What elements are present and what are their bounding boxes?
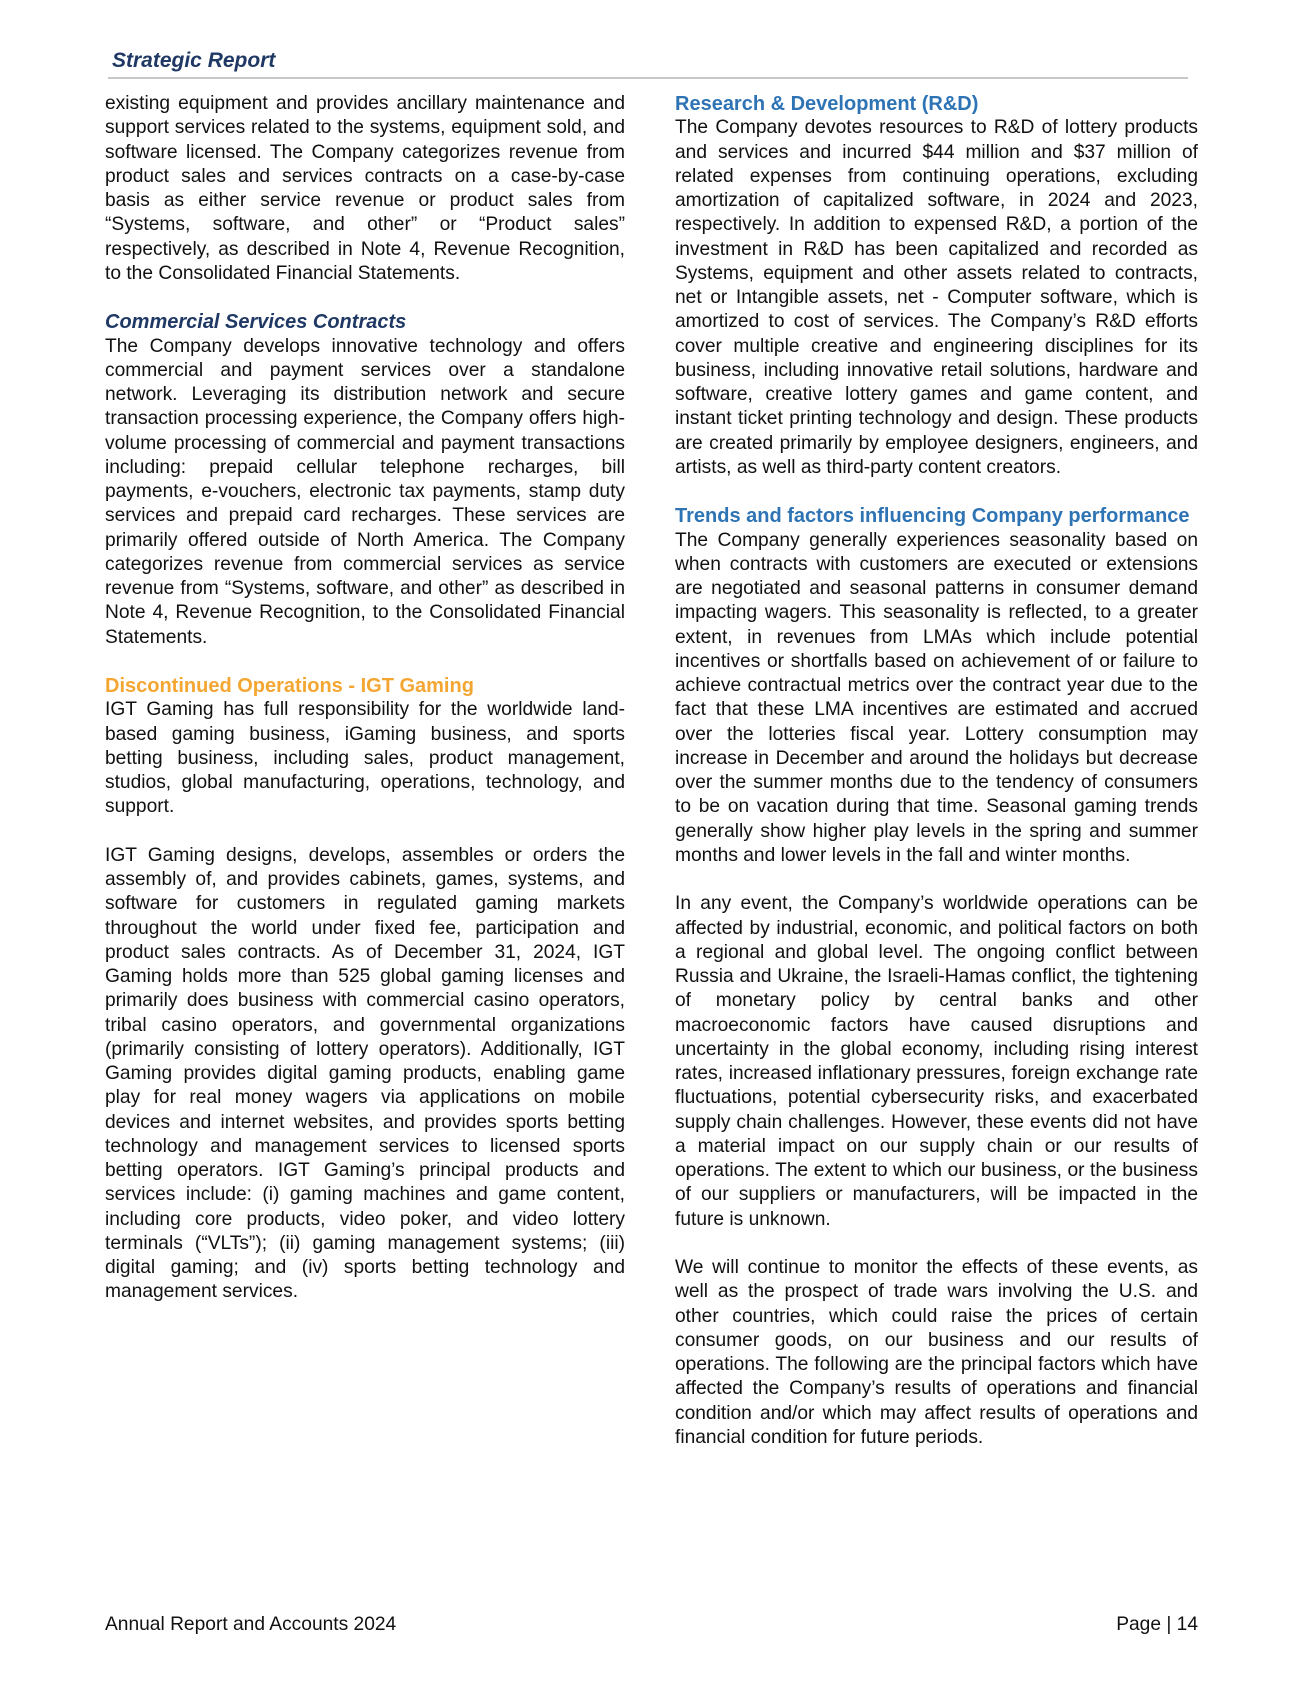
trends-paragraph-2: In any event, the Company’s worldwide operations can be affected by industrial, economic, and political factors on both a regional and global level. The ongoing conflict between Russia and Ukraine, the Israeli-Hamas conflict, the tightening of monetary policy by central banks and other macroeconomic factors have caused disruptions and uncertainty in the global economy, including rising interest rates, increased inflationary pressures, foreign exchange rate fluctuations, potential cybersecurity risks, and exacerbated supply chain challenges. However, these events did not have a material impact on our supply chain or our results of operations. The extent to which our business, or the business of our suppliers or manufacturers, will be impacted in the future is unknown.	[675, 893, 1198, 1230]
page-header	[112, 48, 1192, 74]
trends-paragraph-1: The Company generally experiences seasonality based on when contracts with customers are executed or extensions are negotiated and seasonal patterns in consumer demand impacting wagers. This seasonality is reflected, to a greater extent, in revenues from LMAs which include potential incentives or shortfalls based on achievement of or failure to achieve contractual metrics over the contract year due to the fact that these LMA incentives are estimated and accrued over the lotteries fiscal year. Lottery consumption may increase in December and around the holidays but decrease over the summer months due to the tendency of consumers to be on vacation during that time. Seasonal gaming trends generally show higher play levels in the spring and summer months and lower levels in the fall and winter months.	[675, 529, 1198, 866]
discontinued-paragraph-2: IGT Gaming designs, develops, assembles or orders the assembly of, and provides cabinets, games, systems, and software for customers in regulated gaming markets throughout the world under fixed fee, participation and product sales contracts. As of December 31, 2024, IGT Gaming holds more than 525 global gaming licenses and primarily does business with commercial casino operators, tribal casino operators, and governmental organizations (primarily consisting of lottery operators). Additionally, IGT Gaming provides digital gaming products, enabling game play for real money wagers via applications on mobile devices and internet websites, and provides sports betting technology and management services to licensed sports betting operators. IGT Gaming’s principal products and services include: (i) gaming machines and game content, including core products, video poker, and video lottery terminals (“VLTs”); (ii) gaming management systems; (iii) digital gaming; and (iv) sports betting technology and management services.	[105, 844, 625, 1303]
section-title: Strategic Report	[112, 49, 276, 72]
rd-paragraph: The Company devotes resources to R&D of lottery products and services and incurred $44 million and $37 million of related expenses from continuing operations, excluding amortization of capitalized software, in 2024 and 2023, respectively. In addition to expensed R&D, a portion of the investment in R&D has been capitalized and recorded as Systems, equipment and other assets related to contracts, net or Intangible assets, net - Computer software, which is amortized to cost of services. The Company’s R&D efforts cover multiple creative and engineering disciplines for its business, including innovative retail solutions, hardware and software, creative lottery games and game content, and instant ticket printing technology and design. These products are created primarily by employee designers, engineers, and artists, as well as third-party content creators.	[675, 117, 1198, 478]
trends-heading: Trends and factors influencing Company performance	[675, 505, 1190, 528]
commercial-services-paragraph: The Company develops innovative technology and offers commercial and payment services over a standalone network. Leveraging its distribution network and secure transaction processing experience, the Company offers high-volume processing of commercial and payment transactions including: prepaid cellular telephone recharges, bill payments, e-vouchers, electronic tax payments, stamp duty services and prepaid card recharges. These services are primarily offered outside of North America. The Company categorizes revenue from commercial services as service revenue from “Systems, software, and other” as described in Note 4, Revenue Recognition, to the Consolidated Financial Statements.	[105, 335, 625, 648]
discontinued-paragraph-1: IGT Gaming has full responsibility for the worldwide land-based gaming business, iGaming business, and sports betting business, including sales, product management, studios, global manufacturing, operations, technology, and support.	[105, 699, 625, 818]
discontinued-operations-heading: Discontinued Operations - IGT Gaming	[105, 675, 474, 697]
right-column	[675, 92, 1198, 1450]
footer-page-number: Page | 14	[1116, 1614, 1198, 1635]
footer-report-title: Annual Report and Accounts 2024	[105, 1614, 397, 1635]
intro-paragraph: existing equipment and provides ancillary maintenance and support services related to the systems, equipment sold, and software licensed. The Company categorizes revenue from product sales and services contracts on a case-by-case basis as either service revenue or product sales from “Systems, software, and other” or “Product sales” respectively, as described in Note 4, Revenue Recognition, to the Consolidated Financial Statements.	[105, 93, 625, 284]
rd-heading: Research & Development (R&D)	[675, 93, 979, 115]
trends-paragraph-3: We will continue to monitor the effects of these events, as well as the prospect of trade wars involving the U.S. and other countries, which could raise the prices of certain consumer goods, on our business and our results of operations. The following are the principal factors which have affected the Company’s results of operations and financial condition and/or which may affect results of operations and financial condition for future periods.	[675, 1257, 1198, 1448]
commercial-services-heading: Commercial Services Contracts	[105, 311, 407, 334]
left-column	[105, 92, 625, 1305]
header-divider	[108, 77, 1188, 79]
